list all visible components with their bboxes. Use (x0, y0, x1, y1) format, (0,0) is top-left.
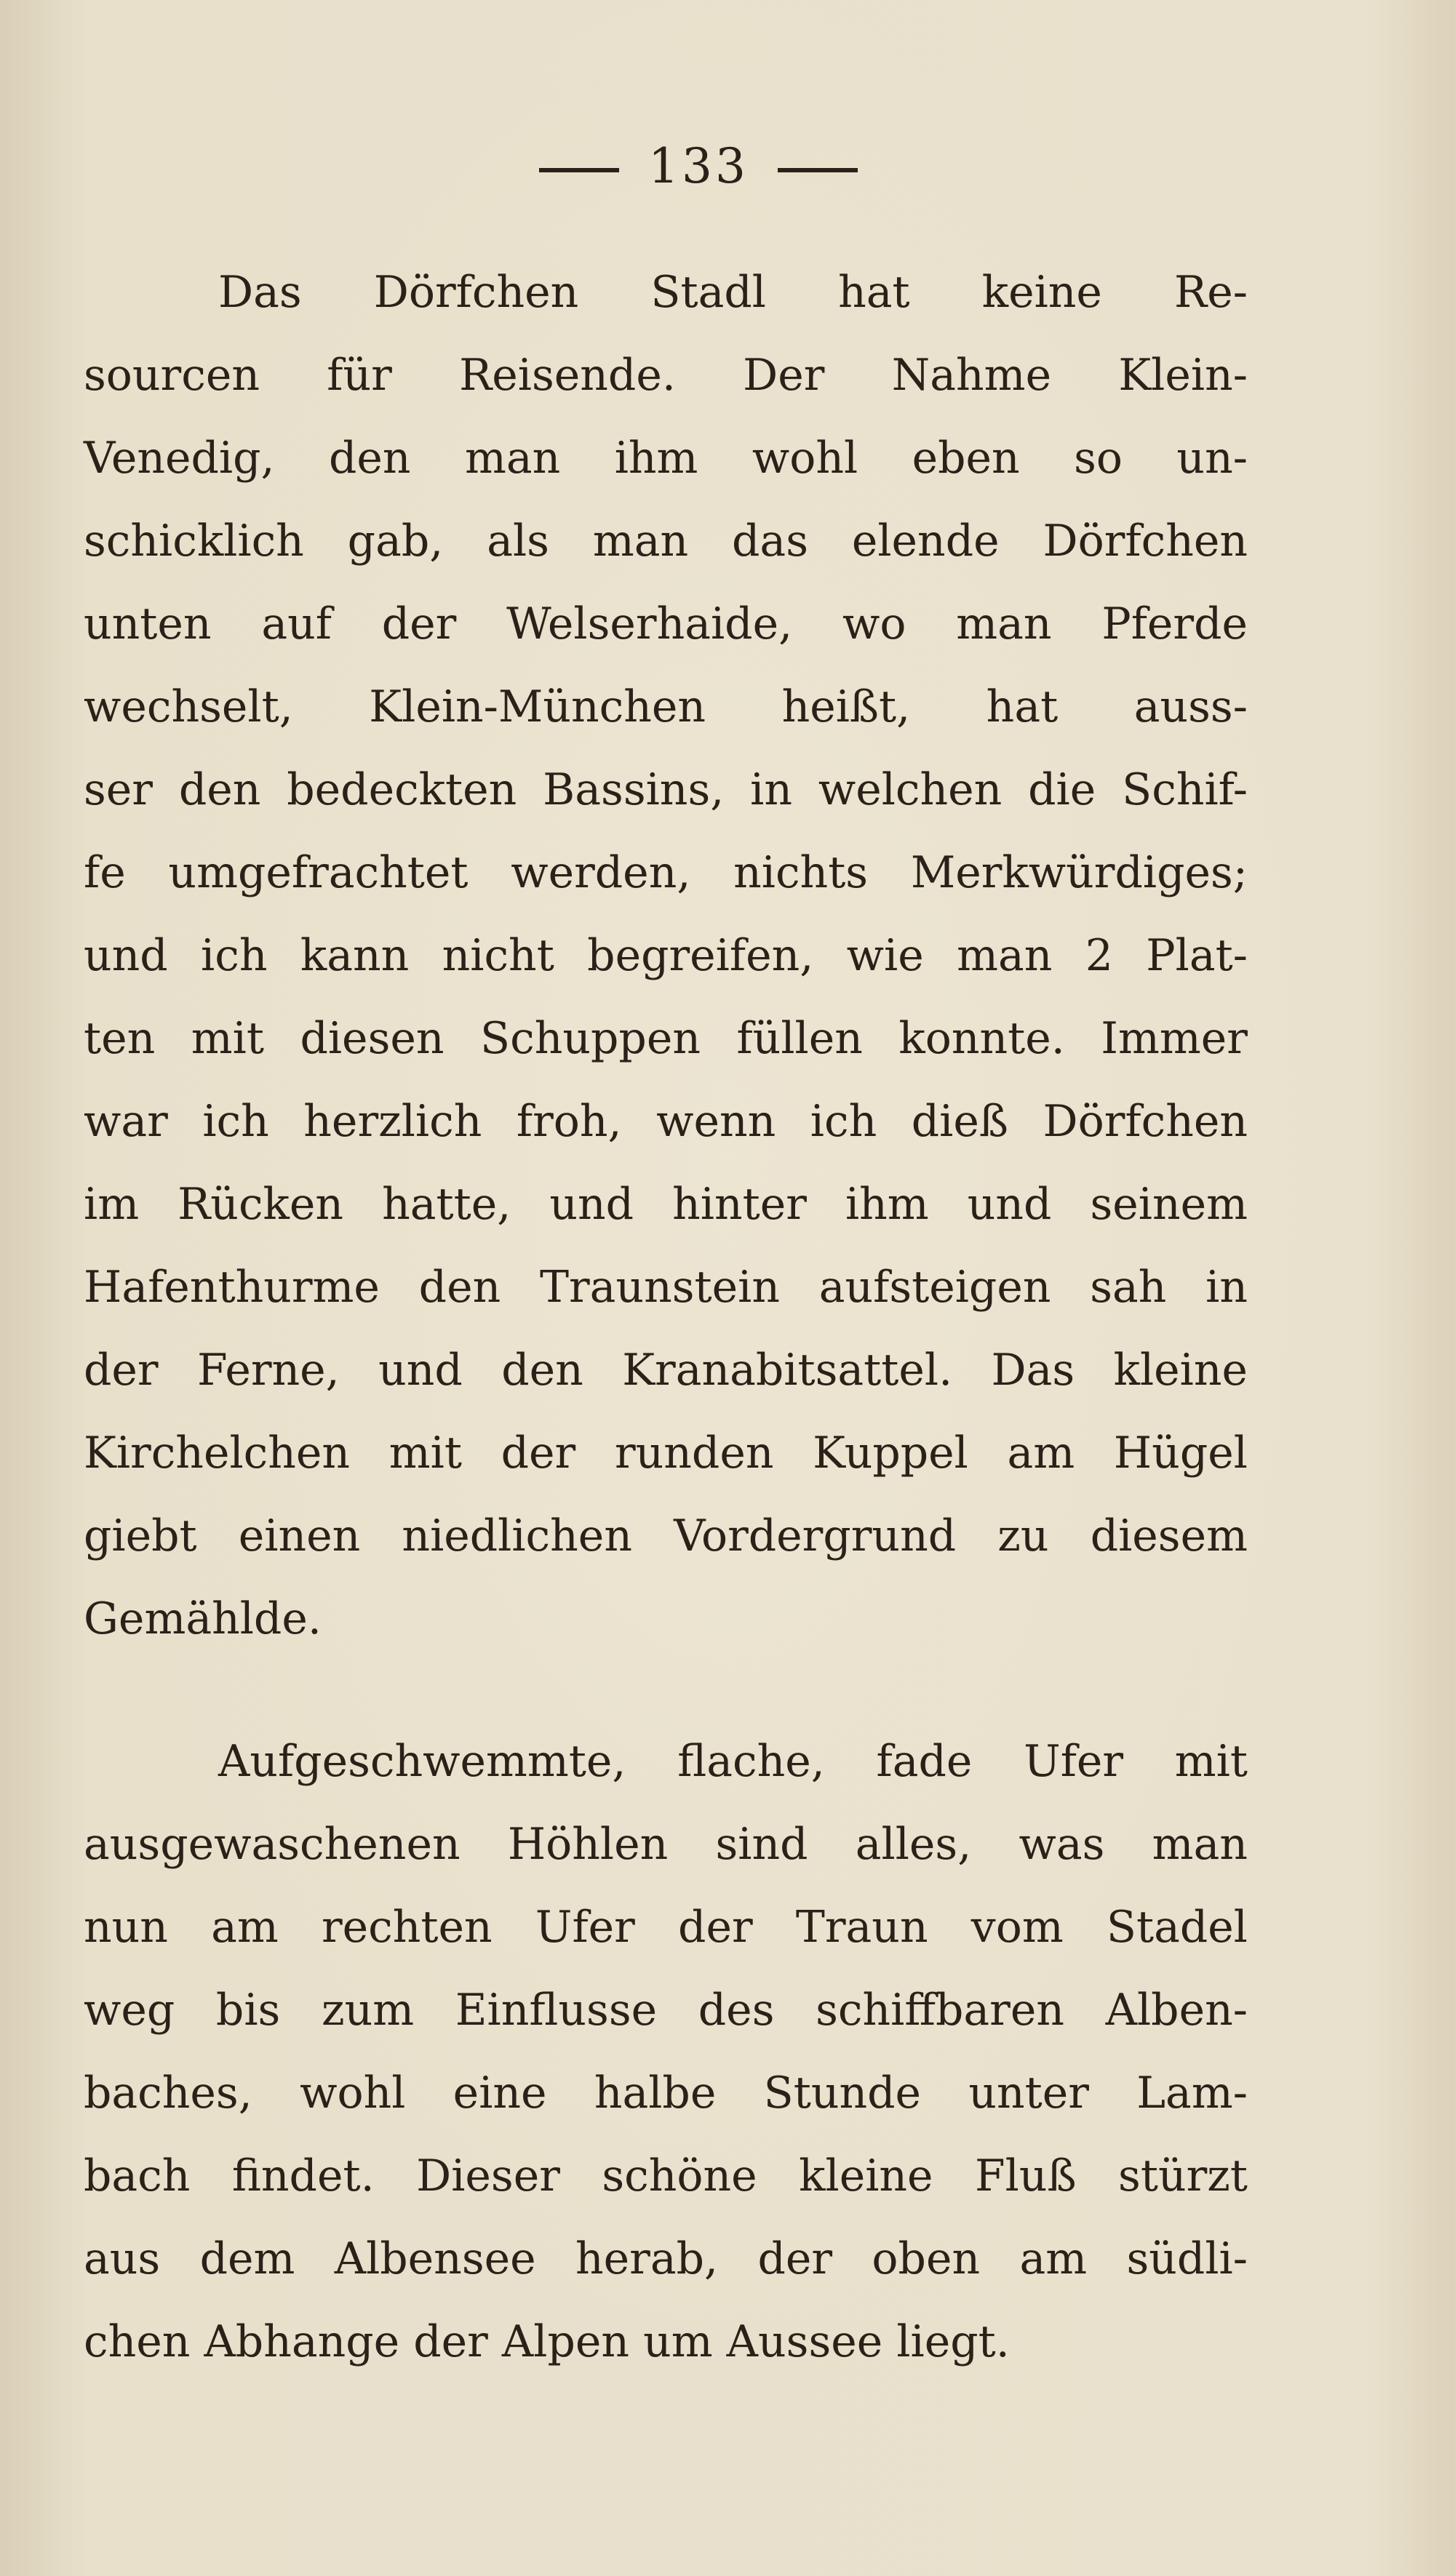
text-line: Gemählde. (84, 1593, 322, 1644)
text-line: ausgewaschenen Höhlen sind alles, was man (84, 1819, 1248, 1870)
text-line: Venedig, den man ihm wohl eben so un- (84, 433, 1248, 484)
text-line: Das Dörfchen Stadl hat keine Re- (218, 267, 1248, 318)
text-line: Kirchelchen mit der runden Kuppel am Hügel (84, 1428, 1248, 1479)
text-line: Hafenthurme den Traunstein aufsteigen sah in (84, 1262, 1248, 1313)
text-line: im Rücken hatte, und hinter ihm und seinem (84, 1179, 1248, 1230)
text-line: und ich kann nicht begreifen, wie man 2 Plat- (84, 930, 1248, 981)
page-number (0, 138, 1397, 194)
text-line: aus dem Albensee herab, der oben am südli- (84, 2233, 1248, 2284)
paragraph-2 (84, 1720, 1248, 2383)
text-line: der Ferne, und den Kranabitsattel. Das kleine (84, 1345, 1248, 1396)
text-line: nun am rechten Ufer der Traun vom Stadel (84, 1902, 1248, 1953)
page-number-text: 133 (648, 138, 749, 194)
text-line: ten mit diesen Schuppen füllen konnte. Immer (84, 1013, 1248, 1064)
text-line: schicklich gab, als man das elende Dörfchen (84, 516, 1248, 567)
text-line: chen Abhange der Alpen um Aussee liegt. (84, 2316, 1010, 2367)
page-number-dash-left (539, 168, 619, 172)
text-line: Aufgeschwemmte, flache, fade Ufer mit (218, 1736, 1248, 1787)
text-line: wechselt, Klein-München heißt, hat auss- (84, 681, 1248, 732)
text-line: giebt einen niedlichen Vordergrund zu diesem (84, 1511, 1248, 1561)
page-number-dash-right (778, 168, 858, 172)
paragraph-1 (84, 251, 1248, 1660)
text-line: sourcen für Reisende. Der Nahme Klein- (84, 350, 1248, 401)
text-line: unten auf der Welserhaide, wo man Pferde (84, 599, 1248, 649)
text-line: war ich herzlich froh, wenn ich dieß Dörfchen (84, 1096, 1248, 1147)
text-line: fe umgefrachtet werden, nichts Merkwürdiges; (84, 847, 1248, 898)
text-line: bach findet. Dieser schöne kleine Fluß stürzt (84, 2151, 1248, 2201)
text-line: weg bis zum Einflusse des schiffbaren Alben- (84, 1985, 1248, 2036)
text-line: baches, wohl eine halbe Stunde unter Lam- (84, 2068, 1248, 2119)
text-line: ser den bedeckten Bassins, in welchen die Schif- (84, 764, 1248, 815)
